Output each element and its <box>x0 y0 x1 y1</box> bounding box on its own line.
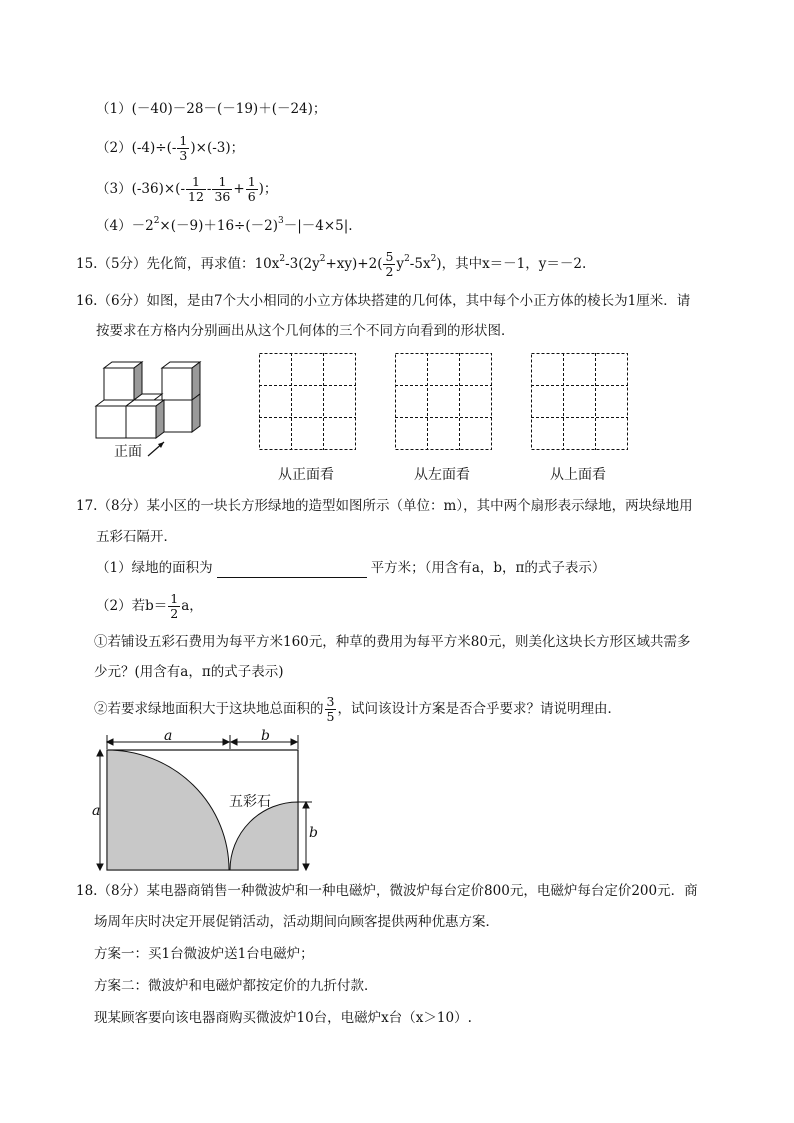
fraction: $\frac{1}{3}$ <box>179 133 188 163</box>
grid-top <box>531 353 629 451</box>
p17-q2: （2）若b＝ $\frac{1}{2}$ a， <box>96 591 203 621</box>
p14-item-1: （1）(－40)－28－(－19)＋(－24)； <box>96 101 327 117</box>
p17-line-1: 17.（8分）某小区的一块长方形绿地的造型如图所示（单位：m），其中两个扇形表示绿地，两块绿地用 <box>76 498 693 514</box>
fig-label-b-top: b <box>261 728 270 744</box>
fig-label-a-top: a <box>164 728 173 744</box>
p17-line-2: 五彩石隔开． <box>96 529 177 545</box>
fig-label-a-left: a <box>92 803 101 819</box>
p17-sub1-line1: ①若铺设五彩石费用为每平方米160元，种草的费用为每平方米80元，则美化这块长方形区域共需多 <box>94 634 691 650</box>
p18-plan-1: 方案一：买1台微波炉送1台电磁炉； <box>94 946 314 962</box>
answer-blank[interactable] <box>217 563 367 578</box>
p16-line-1: 16.（6分）如图，是由7个大小相同的小立方体块搭建的几何体，其中每个小正方体的棱长为1厘米．请 <box>76 293 691 309</box>
p15-question: 15.（5分）先化简，再求值：$10x^2-3(2y^2+xy)+2$( $\frac{5}{2}$ $y^2-5x^2$)，其中x＝－1，y＝－2. <box>76 249 587 279</box>
p18-plan-2: 方案二：微波炉和电磁炉都按定价的九折付款． <box>94 978 378 994</box>
fraction: $\frac{1}{6}$ <box>247 174 256 204</box>
p18-line-1: 18.（8分）某电器商销售一种微波炉和一种电磁炉，微波炉每台定价800元，电磁炉每台定价200元．商 <box>76 883 698 899</box>
grid-front <box>259 353 357 451</box>
front-label: 正面 <box>114 444 142 460</box>
fraction: $\frac{5}{2}$ <box>385 249 394 279</box>
p14-item-3: （3）(-36)×(- $\frac{1}{12}$ - $\frac{1}{36}$ + $\frac{1}{6}$ )； <box>96 174 278 204</box>
fraction: $\frac{1}{36}$ <box>214 174 231 204</box>
p17-q1: （1）绿地的面积为 平方米；（用含有a，b，π的式子表示） <box>96 560 606 576</box>
p17-sub2: ②若要求绿地面积大于这块地总面积的 $\frac{3}{5}$ ，试问该设计方案是否合乎要求？请说明理由． <box>94 694 621 724</box>
p18-line-2: 场周年庆时决定开展促销活动，活动期间向顾客提供两种优惠方案． <box>94 914 499 930</box>
green-area-figure <box>88 730 328 875</box>
p18-line-5: 现某顾客要向该电器商购买微波炉10台，电磁炉x台（x＞10）. <box>94 1010 472 1026</box>
grid-left <box>395 353 493 451</box>
cube-figure <box>90 360 210 465</box>
fraction: $\frac{3}{5}$ <box>326 694 335 724</box>
caption-top-view: 从上面看 <box>550 467 606 483</box>
p14-item-2: （2）(-4)÷(- $\frac{1}{3}$ )×(-3)； <box>96 133 245 163</box>
p17-sub1-line2: 少元？(用含有a，π的式子表示) <box>94 664 284 680</box>
caption-front-view: 从正面看 <box>278 467 334 483</box>
fraction: $\frac{1}{2}$ <box>170 591 179 621</box>
fraction: $\frac{1}{12}$ <box>188 174 204 204</box>
p14-item-4: $(4)-2^2\times(-9)+16\div(-2)^3-|-4\times 5|$. <box>96 216 353 234</box>
p16-line-2: 按要求在方格内分别画出从这个几何体的三个不同方向看到的形状图． <box>96 323 515 339</box>
fig-label-b-right: b <box>309 825 318 841</box>
caption-left-view: 从左面看 <box>414 467 470 483</box>
fig-label-stone: 五彩石 <box>229 794 271 810</box>
